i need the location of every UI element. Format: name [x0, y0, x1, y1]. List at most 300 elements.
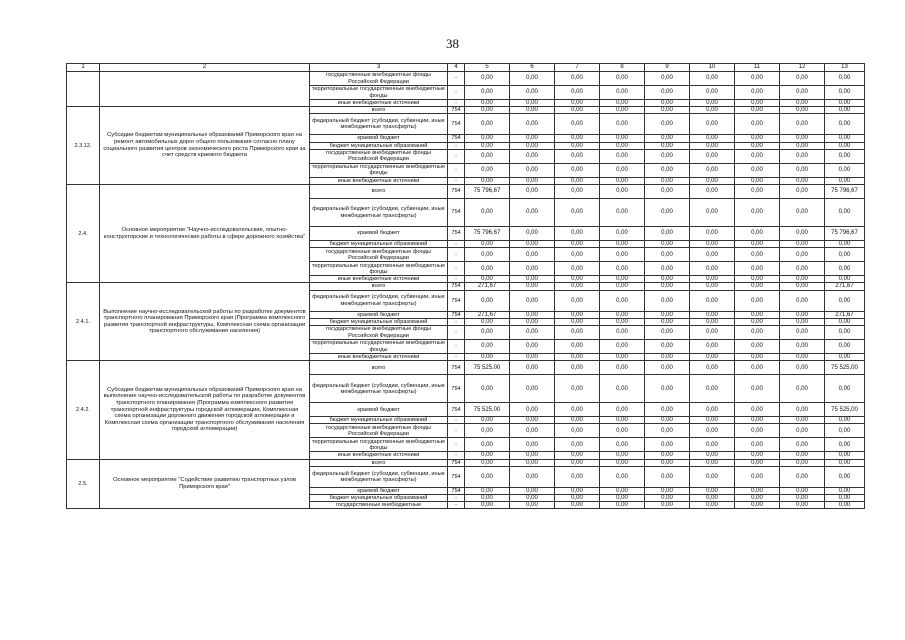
amount-cell: 0,00: [735, 177, 780, 184]
amount-cell: 0,00: [555, 248, 600, 262]
amount-cell: 0,00: [465, 452, 510, 459]
amount-cell: 75 525,00: [825, 403, 865, 417]
amount-cell: 0,00: [780, 403, 825, 417]
amount-cell: 0,00: [600, 100, 645, 107]
amount-cell: 0,00: [555, 495, 600, 502]
amount-cell: 0,00: [600, 283, 645, 290]
amount-cell: 0,00: [780, 340, 825, 354]
budget-code: -: [448, 417, 465, 424]
amount-cell: 0,00: [600, 185, 645, 199]
amount-cell: 0,00: [645, 100, 690, 107]
amount-cell: 271,67: [825, 311, 865, 318]
amount-cell: 0,00: [555, 326, 600, 340]
funding-source: иные внебюджетные источники: [310, 177, 448, 184]
amount-cell: 0,00: [645, 107, 690, 114]
amount-cell: 0,00: [780, 424, 825, 438]
amount-cell: 0,00: [555, 199, 600, 227]
amount-cell: 0,00: [465, 72, 510, 86]
amount-cell: 0,00: [825, 424, 865, 438]
amount-cell: 0,00: [780, 438, 825, 452]
activity-description: Выполнение научно-исследовательской работы по разработке документов транспортного планирования Приморского края (Программа комплексного развития транспортной инфраструктуры, Комплексная схема организации транспортного обслуживания населения): [100, 283, 310, 361]
amount-cell: 0,00: [735, 283, 780, 290]
amount-cell: 0,00: [645, 318, 690, 325]
amount-cell: 0,00: [690, 262, 735, 276]
amount-cell: 0,00: [645, 354, 690, 361]
amount-cell: 0,00: [510, 142, 555, 149]
column-header: 3: [310, 64, 448, 72]
amount-cell: 0,00: [690, 318, 735, 325]
amount-cell: 0,00: [510, 438, 555, 452]
amount-cell: 0,00: [780, 262, 825, 276]
activity-description: [100, 72, 310, 107]
amount-cell: 0,00: [780, 459, 825, 466]
amount-cell: 0,00: [510, 149, 555, 163]
amount-cell: 0,00: [555, 466, 600, 487]
budget-code: 754: [448, 199, 465, 227]
budget-code: -: [448, 438, 465, 452]
amount-cell: 0,00: [780, 241, 825, 248]
amount-cell: 0,00: [690, 311, 735, 318]
amount-cell: 0,00: [555, 487, 600, 494]
amount-cell: 0,00: [465, 241, 510, 248]
amount-cell: 0,00: [600, 290, 645, 311]
budget-code: -: [448, 318, 465, 325]
amount-cell: 0,00: [825, 326, 865, 340]
amount-cell: 0,00: [510, 326, 555, 340]
activity-code: 2.5.: [67, 459, 100, 509]
funding-source: краевой бюджет: [310, 403, 448, 417]
amount-cell: 0,00: [690, 72, 735, 86]
budget-code: 754: [448, 185, 465, 199]
amount-cell: 75 525,00: [825, 361, 865, 375]
amount-cell: 0,00: [645, 424, 690, 438]
amount-cell: 0,00: [555, 403, 600, 417]
amount-cell: 0,00: [510, 185, 555, 199]
funding-source: краевой бюджет: [310, 135, 448, 142]
amount-cell: 0,00: [510, 361, 555, 375]
activity-description: Субсидии бюджетам муниципальных образований Приморского края на выполнение научно-исследовательской работы по разработке документов транспортного планирования (Программа комплексного развития транспортной инфраструктуры городской агломерации, Комплексная схема организации дорожного движения городской агломерации и Комплексная схема организации транспортного обслуживания населения городской агломерации): [100, 361, 310, 459]
amount-cell: 0,00: [645, 114, 690, 135]
budget-code: 754: [448, 311, 465, 318]
amount-cell: 0,00: [735, 227, 780, 241]
budget-code: -: [448, 100, 465, 107]
activity-code: 2.4.2.: [67, 361, 100, 459]
amount-cell: 0,00: [645, 163, 690, 177]
amount-cell: 0,00: [780, 417, 825, 424]
budget-code: -: [448, 326, 465, 340]
funding-source: всего: [310, 459, 448, 466]
amount-cell: 0,00: [825, 72, 865, 86]
amount-cell: 0,00: [645, 227, 690, 241]
amount-cell: 0,00: [600, 326, 645, 340]
funding-source: бюджет муниципальных образований: [310, 241, 448, 248]
column-header: 6: [510, 64, 555, 72]
funding-source: всего: [310, 185, 448, 199]
amount-cell: 0,00: [465, 100, 510, 107]
amount-cell: 0,00: [735, 354, 780, 361]
amount-cell: 0,00: [465, 502, 510, 509]
amount-cell: 0,00: [780, 354, 825, 361]
funding-source: государственные внебюджетные: [310, 502, 448, 509]
amount-cell: 0,00: [465, 248, 510, 262]
amount-cell: 0,00: [825, 107, 865, 114]
funding-source: территориальные государственные внебюджетные фонды: [310, 262, 448, 276]
amount-cell: 0,00: [510, 163, 555, 177]
amount-cell: 0,00: [465, 340, 510, 354]
budget-code: -: [448, 354, 465, 361]
amount-cell: 0,00: [555, 262, 600, 276]
amount-cell: 0,00: [465, 114, 510, 135]
amount-cell: 0,00: [825, 354, 865, 361]
funding-source: федеральный бюджет (субсидии, субвенции, иные межбюджетные трансферты): [310, 199, 448, 227]
amount-cell: 271,67: [825, 283, 865, 290]
amount-cell: 0,00: [780, 86, 825, 100]
amount-cell: 0,00: [645, 199, 690, 227]
amount-cell: 0,00: [600, 86, 645, 100]
budget-code: -: [448, 86, 465, 100]
amount-cell: 0,00: [690, 114, 735, 135]
amount-cell: 0,00: [645, 262, 690, 276]
funding-source: иные внебюджетные источники: [310, 100, 448, 107]
budget-code: -: [448, 452, 465, 459]
amount-cell: 0,00: [825, 502, 865, 509]
amount-cell: 0,00: [780, 185, 825, 199]
amount-cell: 0,00: [645, 290, 690, 311]
amount-cell: 0,00: [690, 199, 735, 227]
funding-source: государственные внебюджетные фонды Российской Федерации: [310, 326, 448, 340]
amount-cell: 0,00: [465, 459, 510, 466]
amount-cell: 0,00: [780, 107, 825, 114]
column-header: 10: [690, 64, 735, 72]
amount-cell: 0,00: [735, 311, 780, 318]
amount-cell: 0,00: [825, 135, 865, 142]
amount-cell: 0,00: [600, 487, 645, 494]
amount-cell: 0,00: [510, 340, 555, 354]
budget-code: 754: [448, 466, 465, 487]
amount-cell: 0,00: [555, 185, 600, 199]
amount-cell: 0,00: [690, 276, 735, 283]
amount-cell: 0,00: [555, 459, 600, 466]
amount-cell: 0,00: [600, 72, 645, 86]
budget-table-body: [67, 64, 865, 509]
amount-cell: 0,00: [780, 248, 825, 262]
budget-code: 754: [448, 107, 465, 114]
amount-cell: 0,00: [735, 318, 780, 325]
amount-cell: 0,00: [825, 318, 865, 325]
amount-cell: 0,00: [555, 438, 600, 452]
amount-cell: 0,00: [555, 361, 600, 375]
amount-cell: 0,00: [690, 100, 735, 107]
amount-cell: 0,00: [600, 452, 645, 459]
funding-source: краевой бюджет: [310, 311, 448, 318]
amount-cell: 0,00: [510, 502, 555, 509]
amount-cell: 0,00: [555, 354, 600, 361]
funding-source: бюджет муниципальных образований: [310, 417, 448, 424]
budget-code: -: [448, 424, 465, 438]
amount-cell: 0,00: [510, 417, 555, 424]
funding-source: федеральный бюджет (субсидии, субвенции, иные межбюджетные трансферты): [310, 375, 448, 403]
amount-cell: 0,00: [780, 311, 825, 318]
amount-cell: 0,00: [465, 107, 510, 114]
amount-cell: 0,00: [465, 438, 510, 452]
amount-cell: 0,00: [555, 107, 600, 114]
amount-cell: 0,00: [690, 403, 735, 417]
column-header: 1: [67, 64, 100, 72]
funding-source: федеральный бюджет (субсидии, субвенции, иные межбюджетные трансферты): [310, 290, 448, 311]
amount-cell: 0,00: [690, 107, 735, 114]
budget-code: 754: [448, 290, 465, 311]
amount-cell: 0,00: [555, 318, 600, 325]
amount-cell: 0,00: [555, 135, 600, 142]
funding-source: бюджет муниципальных образований: [310, 495, 448, 502]
amount-cell: 0,00: [645, 72, 690, 86]
activity-description: Субсидии бюджетам муниципальных образований Приморского края на ремонт автомобильных дорог общего пользования согласно плану социального развития центров экономического роста Приморского края за счет средств краевого бюджета: [100, 107, 310, 185]
budget-code: 754: [448, 114, 465, 135]
amount-cell: 75 796,67: [465, 227, 510, 241]
amount-cell: 0,00: [780, 135, 825, 142]
amount-cell: 0,00: [735, 262, 780, 276]
amount-cell: 0,00: [555, 290, 600, 311]
amount-cell: 0,00: [510, 311, 555, 318]
amount-cell: 0,00: [825, 114, 865, 135]
amount-cell: 0,00: [600, 424, 645, 438]
amount-cell: 0,00: [735, 135, 780, 142]
amount-cell: 0,00: [510, 495, 555, 502]
amount-cell: 0,00: [465, 487, 510, 494]
table-row: [67, 459, 865, 466]
page-number: 38: [446, 36, 459, 51]
amount-cell: 0,00: [825, 438, 865, 452]
budget-code: 754: [448, 487, 465, 494]
amount-cell: 0,00: [645, 311, 690, 318]
amount-cell: 0,00: [825, 417, 865, 424]
amount-cell: 0,00: [465, 417, 510, 424]
budget-code: 754: [448, 375, 465, 403]
amount-cell: 0,00: [555, 424, 600, 438]
amount-cell: 0,00: [600, 459, 645, 466]
amount-cell: 0,00: [510, 487, 555, 494]
amount-cell: 0,00: [645, 326, 690, 340]
amount-cell: 0,00: [690, 354, 735, 361]
amount-cell: 0,00: [825, 459, 865, 466]
amount-cell: 0,00: [780, 114, 825, 135]
amount-cell: 0,00: [825, 142, 865, 149]
amount-cell: 75 525,00: [465, 403, 510, 417]
amount-cell: 0,00: [600, 276, 645, 283]
amount-cell: 0,00: [825, 495, 865, 502]
amount-cell: 0,00: [555, 502, 600, 509]
funding-source: территориальные государственные внебюджетные фонды: [310, 163, 448, 177]
amount-cell: 0,00: [690, 163, 735, 177]
amount-cell: 0,00: [735, 107, 780, 114]
amount-cell: 0,00: [645, 241, 690, 248]
column-header: 2: [100, 64, 310, 72]
amount-cell: 0,00: [645, 86, 690, 100]
amount-cell: 0,00: [735, 86, 780, 100]
amount-cell: 0,00: [645, 495, 690, 502]
header-row: [67, 64, 865, 72]
amount-cell: 0,00: [555, 227, 600, 241]
amount-cell: 0,00: [690, 149, 735, 163]
amount-cell: 0,00: [510, 72, 555, 86]
amount-cell: 0,00: [510, 375, 555, 403]
funding-source: федеральный бюджет (субсидии, субвенции, иные межбюджетные трансферты): [310, 466, 448, 487]
amount-cell: 0,00: [780, 149, 825, 163]
amount-cell: 0,00: [600, 142, 645, 149]
amount-cell: 0,00: [600, 199, 645, 227]
activity-description: Основное мероприятие "Научно-исследовательские, опытно-конструкторские и технологические работы в сфере дорожного хозяйства": [100, 185, 310, 283]
amount-cell: 0,00: [555, 72, 600, 86]
amount-cell: 0,00: [555, 340, 600, 354]
table-row: [67, 185, 865, 199]
amount-cell: 0,00: [690, 248, 735, 262]
amount-cell: 0,00: [645, 149, 690, 163]
funding-source: бюджет муниципальных образований: [310, 318, 448, 325]
amount-cell: 0,00: [600, 438, 645, 452]
amount-cell: 0,00: [825, 177, 865, 184]
amount-cell: 0,00: [555, 276, 600, 283]
budget-code: -: [448, 241, 465, 248]
amount-cell: 0,00: [645, 248, 690, 262]
budget-table: [66, 63, 865, 509]
activity-code: [67, 72, 100, 107]
amount-cell: 0,00: [510, 86, 555, 100]
funding-source: территориальные государственные внебюджетные фонды: [310, 438, 448, 452]
amount-cell: 0,00: [600, 262, 645, 276]
funding-source: иные внебюджетные источники: [310, 276, 448, 283]
amount-cell: 271,67: [465, 311, 510, 318]
amount-cell: 0,00: [690, 459, 735, 466]
amount-cell: 0,00: [780, 326, 825, 340]
amount-cell: 0,00: [645, 142, 690, 149]
amount-cell: 0,00: [690, 283, 735, 290]
amount-cell: 0,00: [465, 326, 510, 340]
column-header: 8: [600, 64, 645, 72]
amount-cell: 0,00: [555, 283, 600, 290]
column-header: 12: [780, 64, 825, 72]
amount-cell: 0,00: [735, 114, 780, 135]
amount-cell: 0,00: [600, 248, 645, 262]
amount-cell: 0,00: [645, 459, 690, 466]
amount-cell: 0,00: [735, 199, 780, 227]
amount-cell: 0,00: [465, 177, 510, 184]
amount-cell: 0,00: [780, 487, 825, 494]
amount-cell: 0,00: [735, 487, 780, 494]
column-header: 5: [465, 64, 510, 72]
amount-cell: 0,00: [600, 177, 645, 184]
funding-source: всего: [310, 283, 448, 290]
budget-code: -: [448, 163, 465, 177]
amount-cell: 0,00: [600, 227, 645, 241]
amount-cell: 0,00: [600, 135, 645, 142]
amount-cell: 0,00: [690, 424, 735, 438]
amount-cell: 0,00: [600, 340, 645, 354]
amount-cell: 0,00: [600, 375, 645, 403]
amount-cell: 0,00: [780, 199, 825, 227]
amount-cell: 0,00: [600, 114, 645, 135]
activity-code: 2.4.1.: [67, 283, 100, 361]
amount-cell: 0,00: [465, 375, 510, 403]
amount-cell: 0,00: [735, 163, 780, 177]
amount-cell: 0,00: [825, 149, 865, 163]
amount-cell: 0,00: [690, 227, 735, 241]
amount-cell: 0,00: [780, 375, 825, 403]
amount-cell: 0,00: [690, 375, 735, 403]
amount-cell: 0,00: [690, 452, 735, 459]
amount-cell: 0,00: [690, 417, 735, 424]
amount-cell: 0,00: [645, 135, 690, 142]
budget-code: 754: [448, 403, 465, 417]
amount-cell: 0,00: [600, 241, 645, 248]
amount-cell: 0,00: [780, 227, 825, 241]
amount-cell: 0,00: [825, 466, 865, 487]
funding-source: государственные внебюджетные фонды Российской Федерации: [310, 72, 448, 86]
amount-cell: 0,00: [510, 248, 555, 262]
amount-cell: 0,00: [465, 318, 510, 325]
amount-cell: 0,00: [465, 424, 510, 438]
funding-source: государственные внебюджетные фонды Российской Федерации: [310, 424, 448, 438]
amount-cell: 0,00: [645, 283, 690, 290]
amount-cell: 0,00: [735, 452, 780, 459]
funding-source: краевой бюджет: [310, 487, 448, 494]
amount-cell: 0,00: [780, 276, 825, 283]
amount-cell: 0,00: [465, 199, 510, 227]
amount-cell: 0,00: [510, 424, 555, 438]
amount-cell: 0,00: [510, 107, 555, 114]
amount-cell: 0,00: [735, 438, 780, 452]
amount-cell: 0,00: [690, 86, 735, 100]
amount-cell: 0,00: [465, 290, 510, 311]
amount-cell: 0,00: [735, 100, 780, 107]
amount-cell: 0,00: [510, 199, 555, 227]
amount-cell: 0,00: [555, 100, 600, 107]
amount-cell: 0,00: [510, 290, 555, 311]
amount-cell: 0,00: [510, 283, 555, 290]
amount-cell: 0,00: [780, 466, 825, 487]
amount-cell: 0,00: [780, 72, 825, 86]
amount-cell: 0,00: [735, 185, 780, 199]
amount-cell: 0,00: [510, 135, 555, 142]
amount-cell: 0,00: [645, 375, 690, 403]
amount-cell: 0,00: [510, 318, 555, 325]
amount-cell: 0,00: [825, 452, 865, 459]
funding-source: бюджет муниципальных образований: [310, 142, 448, 149]
amount-cell: 0,00: [690, 495, 735, 502]
amount-cell: 0,00: [690, 135, 735, 142]
amount-cell: 0,00: [780, 283, 825, 290]
amount-cell: 0,00: [555, 177, 600, 184]
activity-code: 2.3.12.: [67, 107, 100, 185]
amount-cell: 0,00: [600, 502, 645, 509]
table-row: [67, 107, 865, 114]
budget-code: 754: [448, 283, 465, 290]
activity-code: 2.4.: [67, 185, 100, 283]
amount-cell: 0,00: [465, 163, 510, 177]
amount-cell: 271,67: [465, 283, 510, 290]
amount-cell: 0,00: [600, 311, 645, 318]
budget-code: 754: [448, 459, 465, 466]
amount-cell: 0,00: [825, 290, 865, 311]
amount-cell: 0,00: [465, 149, 510, 163]
column-header: 9: [645, 64, 690, 72]
amount-cell: 0,00: [735, 495, 780, 502]
amount-cell: 0,00: [780, 318, 825, 325]
amount-cell: 0,00: [465, 495, 510, 502]
amount-cell: 0,00: [780, 290, 825, 311]
amount-cell: 0,00: [690, 361, 735, 375]
budget-code: 754: [448, 135, 465, 142]
amount-cell: 0,00: [465, 354, 510, 361]
